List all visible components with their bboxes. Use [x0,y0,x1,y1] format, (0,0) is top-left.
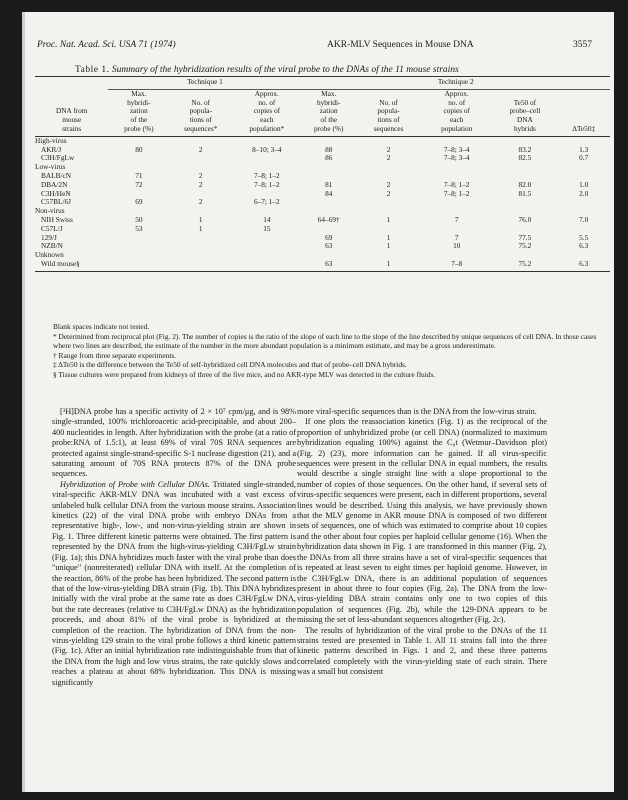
cell-t2-te50: 75.2 [492,260,557,271]
cell-t2-dte: 1.3 [579,144,589,154]
cell-t2-dte: 2.0 [579,188,589,198]
cell-t2-dte: 6.3 [557,260,610,271]
cell-t1-copies: 8–10; 3–4 [252,144,282,154]
cell-t1-pops: 2 [198,170,203,180]
cell-t2-max: 84 [325,188,333,198]
cell-strain: DBA/2N [41,179,68,189]
table-row [35,216,610,225]
cell-t1-pops: 2 [198,197,203,207]
cell-t2-pops: 2 [386,188,391,198]
cell-t2-copies: 7 [454,232,459,242]
cell-t2-max: 88 [325,144,333,154]
cell-strain: 129/J [41,232,57,242]
table-label: Table 1. [75,65,110,75]
cell-t1-copies: 14 [263,214,271,224]
header-t2-copies: Approx. no. of copies of each population [421,89,492,136]
cell-t1-pops [169,154,232,163]
cell-t2-max: 86 [325,153,333,163]
article-short-title: AKR-MLV Sequences in Mouse DNA [327,40,474,50]
cell-strain: BALB/cN [41,170,71,180]
cell-t1-copies [232,260,301,271]
cell-t1-copies [232,242,301,251]
cell-t2-pops: 2 [386,179,391,189]
table-row [35,242,610,251]
cell-t1-copies: 15 [263,223,271,233]
cell-strain: C3H/FgLw [41,153,75,163]
table-row [35,260,610,271]
cell-t2-max: 63 [325,241,333,251]
paragraph [52,480,296,688]
strain-group-label: Low-virus [35,162,66,172]
header-t1-populations: No. of popula- tions of sequences* [169,89,232,136]
cell-t1-copies: 7–8; 1–2 [253,170,280,180]
header-t2-populations: No. of popula- tions of sequences [356,89,421,136]
header-t2-delta-te50: ΔTe50‡ [557,89,610,136]
cell-t2-pops: 1 [386,241,391,251]
cell-t2-max [301,198,356,207]
paragraph: If one plots the reassociation kinetics (Fig. 1) as the reciprocal of the proportion of unhybridized probe (or cell DNA) (normalized to maximum hybridization equaling 100%) against the C₀t (Wetmur–Davidson plot) (Fig. 2) (23), more information can be gained. If all virus-specific sequences were present in the cellular DNA in equal numbers, the results would describe a single straight line with a slope proportional to the number of copies of those sequences. On the other hand, if several sets of virus-specific sequences were present, each in different proportions, several lines would be described. Using this analysis, we have previously shown that the MLV genome in AKR mouse DNA is composed of two different sets of sequences, one of which was estimated to comprise about 10 copies and the other about four copies per haploid cellular genome (16). When the hybridization data shown in Fig. 1 are transformed in this manner (Fig. 2), the DNAs from all three strains have a set of viral-specific sequences that is repeated at least seven to eight times per haploid genome. However, in the C3H/FgLw DNA, there is an additional population of sequences present in about three to four copies (Fig. 2a). The DNA from the low-virus-yielding DBA strain contains only one to two copies of this population of sequences (Fig. 2b), while the 129-DNA appears to be missing the set of less-abundant sequences altogether (Fig. 2c). [297,417,547,625]
cell-t2-copies: 7 [454,214,459,224]
body-right-column [297,407,547,678]
cell-t2-te50: 81.5 [518,188,532,198]
cell-t2-te50: 83.2 [518,144,532,154]
cell-t2-dte: 0.7 [579,153,589,163]
cell-t2-dte: 7.0 [579,214,589,224]
section-heading: Hybridization of Probe with Cellular DNAs. [60,479,210,489]
cell-t2-dte: 1.0 [579,179,589,189]
footnote: § Tissue cultures were prepared from kidneys of three of the five mice, and no AKR-type MLV was detected in the culture fluids. [53,369,436,379]
cell-t1-max: 50 [135,214,143,224]
cell-t1-max: 69 [135,197,143,207]
technique-header-row [35,77,610,90]
footnote: ‡ ΔTe50 is the difference between the Te50 of self-hybridized cell DNA molecules and that of probe–cell DNA hybrids. [53,360,407,370]
technique-2-header: Technique 2 [301,77,610,90]
cell-t2-te50 [492,198,557,207]
footnote: † Range from three separate experiments. [53,350,177,360]
cell-t1-pops [169,260,232,271]
table-row [35,198,610,207]
header-t2-te50: Te50 of probe–cell DNA hybrids [492,89,557,136]
page-number: 3557 [573,40,592,50]
cell-t2-dte: 6.3 [579,241,589,251]
paragraph: The results of hybridization of the viral probe to the DNAs of the 11 strains tested are presented in Table 1. All 11 strains fall into the three kinetic patterns described in Figs. 1 and 2, and these three patterns correlated completely with the virus-yielding state of each strain. There was a small but consistent [297,625,547,677]
results-table [35,76,610,272]
cell-t1-max: 80 [135,144,143,154]
cell-t2-max: 69 [325,232,333,242]
cell-t2-te50: 76.0 [518,214,532,224]
header-t2-max-hybridization: Max. hybridi- zation of the probe (%) [301,89,356,136]
cell-strain: C3H/HeN [41,188,71,198]
cell-t2-copies: 7–8; 1–2 [443,179,470,189]
header-t1-max-hybridization: Max. hybridi- zation of the probe (%) [108,89,169,136]
cell-strain: NZB/N [41,241,63,251]
cell-t1-max [108,260,169,271]
strain-group-label: Unknown [35,250,64,260]
cell-t2-max: 81 [325,179,333,189]
cell-t1-copies [232,154,301,163]
cell-t2-copies: 7–8; 1–2 [443,188,470,198]
cell-t2-copies: 7–8; 3–4 [443,144,470,154]
cell-t1-max [108,234,169,243]
footnote: * Determined from reciprocal plot (Fig. 2). The number of copies is the ratio of the slope of each line to the slope of the line described by unique sequences of cell DNA. In those cases where two lines are described, the estimate of the number in the more abundant population is a minimum estimate, and may be a gross underestimate. [53,331,597,351]
table-row [35,154,610,163]
cell-t2-copies: 7–8 [421,260,492,271]
cell-t1-max: 53 [135,223,143,233]
cell-t1-max [108,154,169,163]
journal-citation: Proc. Nat. Acad. Sci. USA 71 (1974) [37,40,176,50]
body-left-column [52,407,296,688]
paragraph-text: Tritiated single-stranded, viral-specific AKR-MLV DNA was incubated with a vast excess of unlabeled bulk cellular DNA from the various mouse strains. Association kinetics (22) of the viral DNA probe with embryo DNAs from a representative high-, low-, and non-virus-yielding strain are shown in Fig. 1. Three different kinetic patterns were obtained. The first pattern is represented by the DNA from the high-virus-yielding C3H/FgLw strain (Fig. 1a); this DNA hybridizes much faster with the viral probe than does "unique" (nonreiterated) cellular DNA with itself. At the completion of the reaction, 86% of the probe has been hybridized. The second pattern is that of the low-virus-yielding DBA strain (Fig. 1b). This DNA hybridizes initially with the viral probe at the same rate as does C3H/FgLw DNA, but the rate decreases (relative to C3H/FgLw DNA) as the hybridization proceeds, and about 81% of the viral probe is hybridized at the completion of the reaction. The hybridization of DNA from the non-virus-yielding 129 strain to the viral probe follows a third kinetic pattern (Fig. 1c). After an initial hybridization rate indistinguishable from that of the DNA from the high and low virus strains, the rate quickly slows and reaches a plateau at about 68% hybridization. This DNA is missing significantly [52,479,296,687]
cell-t1-max: 72 [135,179,143,189]
cell-t1-pops: 2 [198,179,203,189]
table-title: Summary of the hybridization results of the viral probe to the DNAs of the 11 mouse strains [111,65,459,75]
footnote: Blank spaces indicate not tested. [53,322,150,331]
cell-t2-pops: 1 [386,232,391,242]
cell-t2-pops: 2 [386,153,391,163]
cell-t1-max [108,242,169,251]
cell-t2-te50: 82.5 [518,153,532,163]
cell-t2-te50: 75.2 [518,241,532,251]
cell-strain: C57L/J [41,223,63,233]
cell-t1-max: 71 [135,170,143,180]
table-body [35,136,610,271]
cell-t1-pops: 1 [198,214,203,224]
cell-t1-copies [232,234,301,243]
cell-t2-copies: 7–8; 3–4 [443,153,470,163]
cell-t2-pops [356,198,421,207]
strain-group-label: Non-virus [35,206,65,216]
technique-1-header: Technique 1 [108,77,301,90]
cell-strain: NIH Swiss [41,214,73,224]
running-head [37,40,592,54]
table-row [35,190,610,199]
header-t1-copies: Approx. no. of copies of each population* [232,89,301,136]
paragraph: [³H]DNA probe has a specific activity of 2 × 10⁷ cpm/μg, and is 98% single-stranded, 100% trichloroacetic acid-precipitable, and about 200–400 nucleotides in length. After hybridization with the probe (at a ratio of probe:RNA of 1.5:1), at least 69% of viral 70S RNA sequences are protected against single-strand-specific S-1 nuclease digestion (21), and a saturating amount of 70S RNA protects 87% of the DNA probe sequences. [52,407,296,479]
column-header-row [35,89,610,136]
cell-t1-pops: 2 [198,144,203,154]
cell-t1-pops [169,234,232,243]
paragraph: more viral-specific sequences than is the DNA from the low-virus strain. [297,407,537,416]
cell-t2-pops: 1 [356,260,421,271]
table-caption [75,65,602,75]
table-group-row [35,163,610,172]
cell-t1-copies: 7–8; 1–2 [253,179,280,189]
cell-t1-pops: 1 [198,223,203,233]
cell-t2-te50: 77.5 [518,232,532,242]
table-footnotes [53,322,602,380]
cell-t2-pops: 1 [386,214,391,224]
cell-t2-copies: 10 [453,241,461,251]
header-strain: DNA from mouse strains [35,89,108,136]
cell-t2-te50: 82.0 [518,179,532,189]
cell-strain: AKR/J [41,144,62,154]
cell-t2-max: 64–69† [317,214,340,224]
cell-t1-copies: 6–7; 1–2 [253,197,280,207]
cell-strain: Wild mouse§ [35,260,108,271]
cell-t2-pops: 2 [386,144,391,154]
cell-t2-dte: 5.5 [579,232,589,242]
journal-page [22,12,614,792]
cell-t2-dte [557,198,610,207]
strain-group-label: High-virus [35,135,67,145]
cell-t2-max: 63 [301,260,356,271]
cell-strain: C57BL/6J [41,197,72,207]
cell-t1-pops [169,242,232,251]
cell-t2-copies [421,198,492,207]
